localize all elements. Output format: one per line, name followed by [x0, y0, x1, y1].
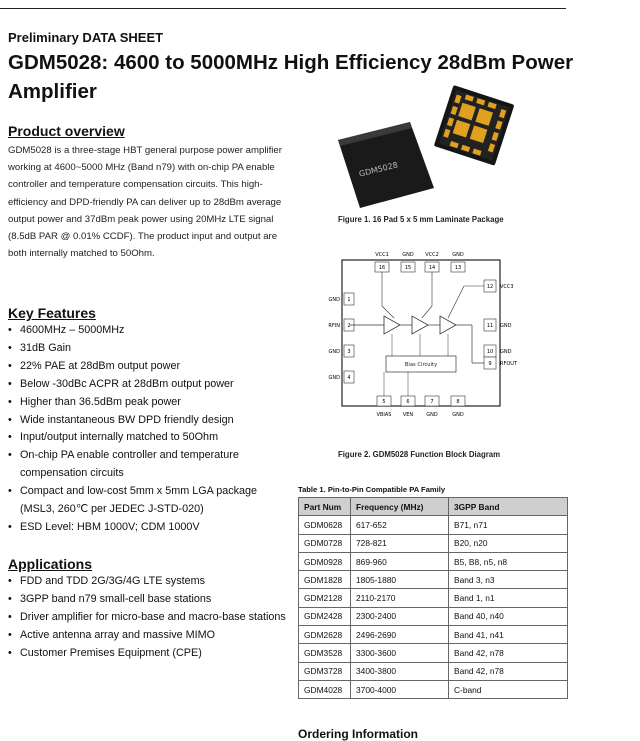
table-cell: GDM2628	[299, 626, 351, 644]
header-band: 3GPP Band	[449, 498, 568, 516]
pin-number: 4	[347, 375, 351, 381]
table-row	[299, 534, 568, 552]
table-cell: GDM3528	[299, 644, 351, 662]
feature-item: • ESD Level: HBM 1000V; CDM 1000V	[8, 519, 290, 537]
table-cell: Band 41, n41	[449, 626, 568, 644]
pin-label: RFIN	[328, 323, 340, 329]
feature-item: • Wide instantaneous BW DPD friendly design	[8, 412, 290, 430]
overview-heading: Product overview	[8, 123, 125, 139]
table-row	[299, 607, 568, 625]
table-cell: Band 1, n1	[449, 589, 568, 607]
pin-number: 10	[486, 349, 494, 355]
header-rule	[0, 8, 566, 9]
amp-stage-3	[440, 316, 456, 334]
applications-heading: Applications	[8, 556, 93, 572]
table-cell: 2496-2690	[351, 626, 449, 644]
pin-label: GND	[500, 323, 512, 329]
table-cell: GDM0628	[299, 516, 351, 534]
table-cell: B20, n20	[449, 534, 568, 552]
feature-item: • 22% PAE at 28dBm output power	[8, 358, 290, 376]
bias-circuit-label: Bias Circuity	[404, 362, 438, 368]
table-cell: GDM2428	[299, 607, 351, 625]
ordering-heading: Ordering Information	[298, 727, 418, 741]
table-cell: 2110-2170	[351, 589, 449, 607]
table-cell: B71, n71	[449, 516, 568, 534]
table-cell: 1805-1880	[351, 571, 449, 589]
pin-label: VCC3	[500, 284, 514, 290]
pin-number: 7	[430, 399, 434, 405]
pin-label: RFOUT	[500, 361, 517, 367]
table-row	[299, 552, 568, 570]
table-header-row	[299, 498, 568, 516]
pin-label: GND	[328, 375, 340, 381]
pin-number: 1	[347, 297, 351, 303]
table-row	[299, 626, 568, 644]
table-cell: 728-821	[351, 534, 449, 552]
table-row	[299, 589, 568, 607]
table-cell: 869-960	[351, 552, 449, 570]
table-cell: Band 42, n78	[449, 644, 568, 662]
table-caption: Table 1. Pin-to-Pin Compatible PA Family	[298, 485, 446, 494]
figure2-caption: Figure 2. GDM5028 Function Block Diagram	[338, 450, 501, 459]
pin-label: GND	[328, 297, 340, 303]
pin-label: GND	[328, 349, 340, 355]
feature-item: • Higher than 36.5dBm peak power	[8, 394, 290, 412]
feature-item: • Compact and low-cost 5mm x 5mm LGA package (MSL3, 260℃ per JEDEC J-STD-020)	[8, 483, 290, 519]
feature-item: • Below -30dBc ACPR at 28dBm output power	[8, 376, 290, 394]
pin-label: GND	[402, 252, 414, 258]
header-frequency: Frequency (MHz)	[351, 498, 449, 516]
pin-number: 5	[382, 399, 386, 405]
pin-number: 15	[404, 265, 412, 271]
pin-number: 9	[488, 361, 492, 367]
table-row	[299, 680, 568, 698]
feature-item: • 4600MHz – 5000MHz	[8, 322, 290, 340]
table-cell: 3300-3600	[351, 644, 449, 662]
block-diagram	[322, 246, 517, 436]
table-row	[299, 571, 568, 589]
pin-number: 12	[486, 284, 494, 290]
pin-label: VBIAS	[376, 412, 392, 418]
overview-paragraph: GDM5028 is a three-stage HBT general purpose power amplifier working at 4600~5000 MHz (Band n79) with on-chip PA enable controller and temperature compensation circuits. This high-efficiency and DPD-friendly PA can deliver up to 28dBm average output power and 37dBm peak power using 20MHz LTE signal (8.5dB PAR @ 0.01% CCDF). The product input and output are both internally matched to 50Ohm.	[8, 145, 282, 260]
package-photo	[330, 88, 510, 208]
table-cell: Band 3, n3	[449, 571, 568, 589]
pin-label: GND	[426, 412, 438, 418]
header-part-num: Part Num	[299, 498, 351, 516]
amp-stage-1	[384, 316, 400, 334]
table-cell: C-band	[449, 680, 568, 698]
chip-bottom-view	[434, 85, 515, 166]
pin-number: 8	[456, 399, 460, 405]
application-item: • FDD and TDD 2G/3G/4G LTE systems	[8, 573, 290, 591]
applications-list	[8, 573, 290, 663]
table-row	[299, 644, 568, 662]
features-list	[8, 322, 290, 537]
table-cell: GDM2128	[299, 589, 351, 607]
pin-number: 16	[378, 265, 386, 271]
table-cell: Band 40, n40	[449, 607, 568, 625]
application-item: • Driver amplifier for micro-base and macro-base stations	[8, 609, 290, 627]
table-cell: GDM0928	[299, 552, 351, 570]
application-item: • Customer Premises Equipment (CPE)	[8, 645, 290, 663]
pin-label: GND	[500, 349, 512, 355]
figure1-caption: Figure 1. 16 Pad 5 x 5 mm Laminate Package	[338, 215, 504, 224]
table-cell: B5, B8, n5, n8	[449, 552, 568, 570]
application-item: • Active antenna array and massive MIMO	[8, 627, 290, 645]
table-cell: GDM3728	[299, 662, 351, 680]
table-cell: 617-652	[351, 516, 449, 534]
chip-marking: GDM5028	[358, 160, 399, 179]
table-cell: 3700-4000	[351, 680, 449, 698]
pin-number: 11	[486, 323, 494, 329]
table-cell: GDM4028	[299, 680, 351, 698]
package-outline	[342, 260, 500, 406]
pin-compatible-table	[298, 497, 568, 699]
pin-number: 13	[454, 265, 462, 271]
pin-number: 14	[428, 265, 436, 271]
table-cell: 2300-2400	[351, 607, 449, 625]
features-heading: Key Features	[8, 305, 96, 321]
application-item: • 3GPP band n79 small-cell base stations	[8, 591, 290, 609]
doc-status-label: Preliminary DATA SHEET	[8, 30, 164, 45]
feature-item: • 31dB Gain	[8, 340, 290, 358]
amp-stage-2	[412, 316, 428, 334]
pin-label: GND	[452, 412, 464, 418]
pin-label: VEN	[402, 412, 414, 418]
pin-number: 3	[347, 349, 351, 355]
feature-item: • On-chip PA enable controller and temperature compensation circuits	[8, 447, 290, 483]
table-row	[299, 516, 568, 534]
pin-number: 2	[347, 323, 351, 329]
doc-title: GDM5028: 4600 to 5000MHz High Efficiency 28dBm Power Amplifier	[8, 51, 574, 103]
table-cell: Band 42, n78	[449, 662, 568, 680]
pin-label: GND	[452, 252, 464, 258]
pin-label: VCC1	[375, 252, 389, 258]
pin-label: VCC2	[425, 252, 439, 258]
table-cell: GDM1828	[299, 571, 351, 589]
table-row	[299, 662, 568, 680]
chip-top-view	[338, 122, 434, 208]
table-cell: 3400-3800	[351, 662, 449, 680]
feature-item: • Input/output internally matched to 50Ohm	[8, 429, 290, 447]
pin-number: 6	[406, 399, 410, 405]
table-cell: GDM0728	[299, 534, 351, 552]
